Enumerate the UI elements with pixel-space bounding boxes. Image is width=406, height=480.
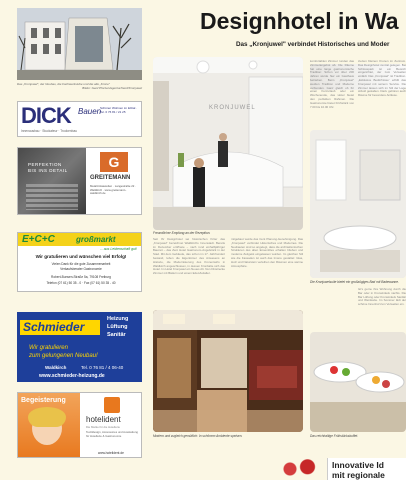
bottom-teaser-line1: Innovative Id — [332, 460, 384, 470]
dick-logo-suffix: Bauen — [78, 107, 102, 116]
hotel-exterior-caption: Das „Kronjuwel", der Neubau, die Fachwerkstube und die alte „Krone" — [17, 82, 110, 86]
hotelident-headline: Begeisterung — [21, 397, 66, 404]
dick-contact: Schöner Wohnen im Elztal · Tel. 0 76 81 / 21 25 — [100, 106, 138, 114]
hotelident-hair — [28, 407, 66, 427]
hotelident-photo — [18, 393, 80, 458]
schmieder-congrats-line2: zum gelungenen Neubau! — [29, 353, 98, 359]
schmieder-url[interactable]: www.schmieder-heizung.de — [39, 373, 105, 379]
cc-logo-suffix: großmarkt — [76, 235, 116, 244]
restaurant-caption: Modern und zugleich gemütlich: In schönem Ambiente speisen. — [153, 434, 243, 438]
article-column-5: Ist's gerne ihre Wohnung durch die Bar oder in Kronwinkels nachts. Die Bar Lüftung oder Kronwinkels Sanitär und Weinkarte. Im Sommer lädt der schöne Innenhof zum Verweilen ein. — [358, 288, 406, 307]
dick-logo: DICK — [21, 103, 71, 128]
schmieder-service-heizung: Heizung — [107, 316, 129, 322]
article-subheadline: Das „Kronjuwel" verbindet Historisches und Moder — [236, 41, 390, 48]
article-column-3: komfortablen Zimmer runden das Zimmerangebot ab. Die Räume hat eine lange gastronomische Tradition: Schon vor über 200 Jahren wurde hier ein Gasthaus betrieben. Beim „Kronjuwel" werden Tradition und Moderne verbunden. Ganz gleich ob für einen Kurzurlaub oder ein Wochenende, das Hotel bietet den perfekten Rahmen. Die Gastronomie bietet Frühstück von 7.00 bis 10.00 Uhr. — [310, 60, 354, 109]
restaurant-photo — [153, 310, 303, 432]
schmieder-congrats-line1: Wir gratulieren — [29, 345, 68, 351]
greitemann-slogan-line1: PERFEKTION — [28, 162, 62, 167]
hotelident-ad[interactable] — [17, 392, 142, 458]
hotelident-url[interactable]: www.hotelident.de — [98, 451, 124, 455]
bathroom-caption: Die Kronjuwelsuite bietet ein großzügiges Bad mit Badewanne. — [310, 280, 399, 284]
lobby-caption: Freundlicher Empfang an der Rezeption. — [153, 231, 211, 235]
article-column-4: zierten Kleinen Kronen im Zentrum. Das Designhotel zentral gelegen. Bei Schlosspark ist ein Bereich eingerichtet, der zum Verweilen einlädt. Das „Kronjuwel" ist Tradition. „Exklusive Bedürfnisse“ erfüllt das Kronjuwel mit seinem Service. Die Zimmer lassen sich im Stil der Lage stilvoll gestalten. Dazu gehören auch Räume für besondere Anlässe. — [358, 60, 406, 98]
hotelident-text: Textildesign, Accessoires und Ausstattung für Hotellerie & Gastronomie — [86, 430, 138, 438]
cc-line1: Vielen Dank für die gute Zusammenarbeit — [51, 262, 111, 266]
hotelident-logo: hotelident — [86, 415, 121, 424]
cc-logo: E+C+C — [22, 234, 55, 245]
schmieder-service-lueftung: Lüftung — [107, 324, 128, 330]
article-headline: Designhotel in Wa — [200, 8, 399, 34]
cc-slogan: ... aus Leidenschaft gut! — [99, 247, 137, 251]
bottom-teaser-image — [275, 458, 325, 480]
buffet-photo — [310, 332, 406, 432]
schmieder-logo: Schmieder — [23, 320, 85, 334]
cc-congrats: Wir gratulieren und wünschen viel Erfolg! — [35, 254, 127, 259]
hotel-exterior-credit: Bilder: Gerd Pforzen/agentur/Gerd/Kronjuwel — [82, 85, 142, 90]
schmieder-phone: Tel. 0 76 81 / 4 06-40 — [81, 365, 124, 370]
schmieder-service-sanitaer: Sanitär — [107, 332, 126, 338]
bottom-teaser-box[interactable] — [327, 458, 406, 480]
greitemann-photo — [18, 148, 86, 215]
schmieder-logo-band — [20, 320, 100, 335]
greitemann-slogan-line2: BIS INS DETAIL — [28, 168, 68, 173]
greitemann-stair — [26, 184, 78, 210]
greitemann-logo-mark: G — [100, 152, 128, 172]
article-intro-column: Seit Ihr Designhotel sei historischen Kriter das „Kronjuwel" bezeichnet Waldkirchs Innenstadt. Bereits im Dezember eröffnete – nach rund einhalbjähriger Bauzeit – das Zent Hotel Gastronom-Angelstück in der Stad. Mit dem Gebäude, das schon im 17. Jahrhundert bestand, leben die Eigentümer des Anwesens an Historie, die Modernisierung des Kronenwirts in Waldkirch angeschlossen, in dessen Kronbalte sich das Hotel. Im Hotel Kronjuwel ein Neues Alt. Nun Dinstrecke Zimmer mit Bädern und einem Edel-Zeitalter. — [153, 238, 225, 276]
bottom-teaser-line2: mit regionale — [332, 470, 385, 480]
cc-grossmarkt-ad[interactable] — [17, 232, 142, 292]
hotelident-tagline: Die Marke für die Hotellerie — [86, 425, 120, 429]
buffet-caption: Das reichhaltige Frühstücksbuffet. — [310, 434, 359, 438]
greitemann-contact: Metall-Glaswelten · Langestraße 22 · Waldkirch · www.greitemann-waldkirch.de — [90, 184, 137, 196]
dick-tagline: Innenausbau · Stuckateur · Trockenbau — [21, 129, 77, 133]
dick-ad[interactable] — [17, 101, 142, 137]
lobby-photo — [153, 57, 303, 230]
hotelident-logo-mark — [104, 397, 120, 413]
schmieder-ad[interactable] — [17, 312, 142, 382]
bathroom-photo — [310, 130, 406, 278]
lobby-sign: KRONJUWEL — [209, 105, 256, 111]
cc-header-bar — [18, 233, 142, 246]
cc-line3: Robert-Bunsen-Straße 5a, 79108 Freiburg — [51, 275, 111, 279]
cc-phone: Telefon (07 61) 50 35 - 0 · Fax (07 61) 50 35 - 40 — [46, 281, 116, 285]
schmieder-city: Waldkirch — [45, 365, 67, 370]
hotel-exterior-photo-block — [17, 8, 142, 98]
hotel-exterior-photo — [17, 8, 142, 80]
greitemann-ad[interactable] — [17, 147, 142, 215]
article-column-2: mitgebaut wurde das Cent Planung-Genehmigung. Das „Kronjuwel" verbindet Historisches und Modernes. Die Neubauten sind so angelegt, dass die architektonischen Strukturen des alten Ensembles erhalten blieben und moderne Zeitgeist eingelassen wurden. Im gleichen Stil wie die Fassaden ist auch das Innere gestaltet: Glas, Holz und Naturstein verleihen den Räumen eine warme Atmosphäre. — [231, 238, 303, 268]
cc-line2: Verkaufsberater Gastronomie — [60, 267, 102, 271]
greitemann-company: GREITEMANN — [90, 175, 131, 181]
